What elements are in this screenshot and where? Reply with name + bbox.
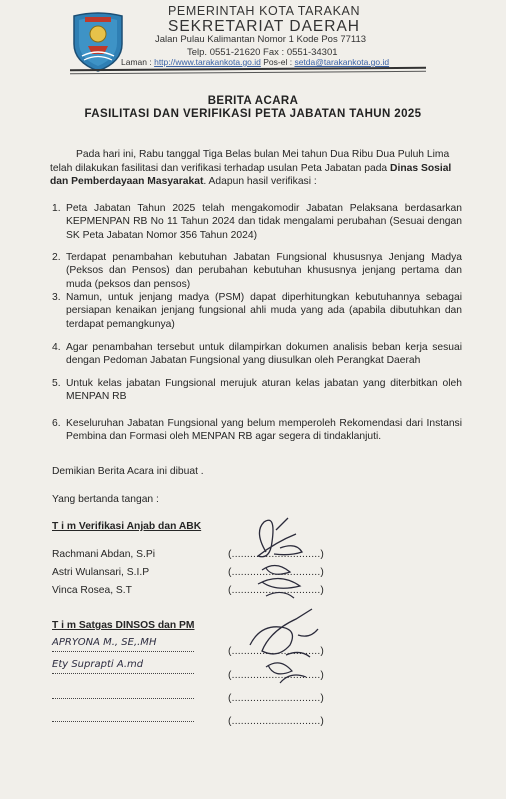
handwritten-signatory-name: APRYONA M., SE,.MH	[52, 637, 157, 648]
closing-statement: Demikian Berita Acara ini dibuat .	[52, 466, 204, 477]
name-dotted-line	[52, 698, 194, 699]
header-phone: Telp. 0551-21620 Fax : 0551-34301	[187, 47, 338, 58]
email-link[interactable]: setda@tarakankota.go.id	[294, 57, 390, 67]
signatory-name: Astri Wulansari, S.I.P	[52, 567, 150, 578]
list-item-text: Untuk kelas jabatan Fungsional merujuk aturan kelas jabatan yang diterbitkan oleh MENPAN RB	[66, 378, 462, 403]
list-item-number: 1.	[52, 203, 61, 214]
agency-name-part2: dan Pemberdayaan Masyarakat	[50, 176, 204, 188]
list-item-text: Peta Jabatan Tahun 2025 telah mengakomodir Jabatan Pelaksana berdasarkan KEPMENPAN RB No 11 Tahun 2024 dan tidak mengalami perubahan (Sesuai dengan SK Peta Jabatan Nomor 356 Tahun 2024)	[66, 203, 462, 241]
name-dotted-line	[52, 673, 194, 674]
list-item	[52, 202, 462, 242]
web-label: Laman :	[121, 57, 152, 67]
list-item-text: Terdapat penambahan kebutuhan Jabatan Fungsional khususnya Jenjang Madya (Peksos dan Pensos) dan perubahan kebutuhan khususnya jenjang pertama dan muda (peksos dan pensos)	[66, 252, 462, 290]
list-item	[52, 251, 462, 291]
header-government-name: PEMERINTAH KOTA TARAKAN	[168, 4, 361, 18]
signatory-name: Rachmani Abdan, S.Pi	[52, 549, 156, 560]
intro-paragraph	[50, 148, 460, 189]
signature-mark	[240, 605, 330, 690]
name-dotted-line	[52, 721, 194, 722]
list-item-number: 6.	[52, 418, 61, 429]
list-item	[52, 417, 462, 444]
signature-line: (.............................)	[228, 549, 325, 560]
header-office-name: SEKRETARIAT DAERAH	[168, 18, 360, 35]
signature-line: (.............................)	[228, 716, 325, 727]
website-link[interactable]: http://www.tarakankota.go.id	[154, 57, 261, 67]
header-contact-line	[121, 57, 389, 67]
list-item-number: 4.	[52, 342, 61, 353]
city-emblem-logo	[70, 10, 126, 72]
signature-line: (.............................)	[228, 693, 325, 704]
list-item-number: 5.	[52, 378, 61, 389]
list-item-number: 2.	[52, 252, 61, 263]
signature-line: (.............................)	[228, 646, 325, 657]
intro-line-2: telah dilakukan fasilitasi dan verifikasi terhadap usulan Peta Jabatan pada	[50, 162, 388, 174]
agency-name-part1: Dinas Sosial	[390, 162, 452, 174]
list-item-text: Namun, untuk jenjang madya (PSM) dapat diperhitungkan kebutuhannya sebagai persiapan kenaikan jenjang fungsional ahli muda yang ada (apabila dibutuhkan dan terdapat pemangkunya)	[66, 292, 462, 330]
list-item	[52, 377, 462, 404]
list-item	[52, 291, 462, 331]
list-item-text: Agar penambahan tersebut untuk dilampirkan dokumen analisis beban kerja sesuai dengan Pedoman Jabatan Fungsional yang diusulkan oleh Perangkat Daerah	[66, 342, 462, 367]
signatory-name: Vinca Rosea, S.T	[52, 585, 132, 596]
team-verification-title: T i m Verifikasi Anjab dan ABK	[52, 521, 202, 532]
list-item-number: 3.	[52, 292, 61, 303]
list-item	[52, 341, 462, 368]
name-dotted-line	[52, 651, 194, 652]
list-item-text: Keseluruhan Jabatan Fungsional yang belum memperoleh Rekomendasi dari Instansi Pembina dan Formasi oleh MENPAN RB agar segera di tindaklanjuti.	[66, 418, 462, 443]
document-subtitle: FASILITASI DAN VERIFIKASI PETA JABATAN TAHUN 2025	[84, 108, 422, 120]
team-satgas-title: T i m Satgas DINSOS dan PM	[52, 620, 195, 631]
document-title: BERITA ACARA	[207, 95, 299, 107]
signature-line: (.............................)	[228, 567, 325, 578]
signature-line: (.............................)	[228, 585, 325, 596]
email-label: Pos-el :	[263, 57, 293, 67]
signatories-label: Yang bertanda tangan :	[52, 494, 159, 505]
signature-line: (.............................)	[228, 670, 325, 681]
header-address: Jalan Pulau Kalimantan Nomor 1 Kode Pos 77113	[155, 34, 367, 45]
handwritten-signatory-name: Ety Suprapti A.md	[52, 659, 144, 670]
intro-line-1: Pada hari ini, Rabu tanggal Tiga Belas bulan Mei tahun Dua Ribu Dua Puluh Lima	[76, 149, 450, 160]
signature-mark	[236, 512, 316, 602]
intro-line-3: . Adapun hasil verifikasi :	[203, 176, 317, 188]
